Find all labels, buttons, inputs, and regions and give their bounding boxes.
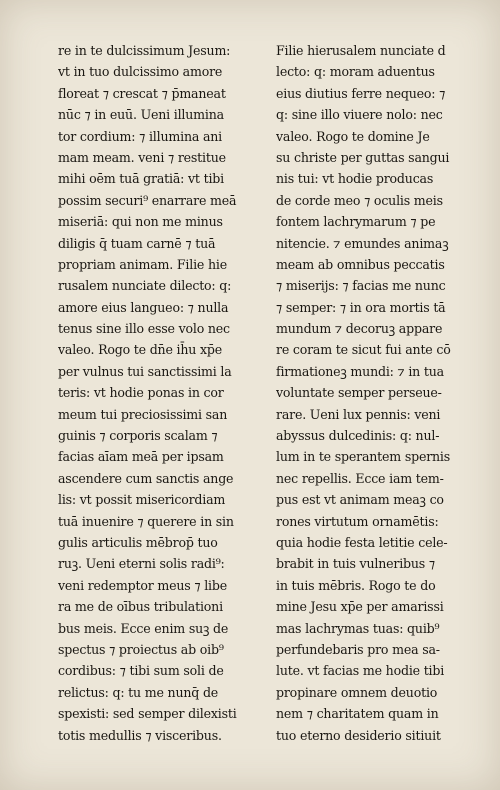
- text-line: brabit in tuis vulneribus ⁊: [276, 556, 435, 572]
- text-line: meam ab omnibus peccatis: [276, 256, 445, 272]
- text-column-right: [276, 40, 488, 746]
- text-line: voluntate semper perseue-: [276, 385, 442, 401]
- text-line: ⁊ miserijs: ⁊ facias me nunc: [276, 278, 446, 294]
- text-line: propriam animam. Filie hie: [58, 256, 227, 272]
- text-line: spectus ⁊ proiectus ab oib⁹: [58, 641, 224, 657]
- text-line: propinare omnem deuotio: [276, 684, 438, 700]
- text-line: ruꝫ. Ueni eterni solis radi⁹:: [58, 556, 225, 572]
- text-line: gulis articulis mēbrop̄ tuo: [58, 534, 218, 550]
- text-line: perfundebaris pro mea sa-: [276, 641, 440, 657]
- text-line: rones virtutum ornamētis:: [276, 513, 439, 529]
- text-line: mihi oēm tuā gratiā: vt tibi: [58, 171, 224, 187]
- text-line: re coram te sicut fui ante cō: [276, 342, 451, 358]
- text-line: mas lachrymas tuas: quib⁹: [276, 620, 440, 636]
- text-line: tuā inuenire ⁊ querere in sin: [58, 513, 234, 529]
- text-line: nis tui: vt hodie producas: [276, 171, 434, 187]
- text-line: su christe per guttas sangui: [276, 149, 450, 165]
- text-line: meum tui preciosissimi san: [58, 406, 228, 422]
- text-line: quia hodie festa letitie cele-: [276, 534, 448, 550]
- text-line: ⁊ semper: ⁊ in ora mortis tā: [276, 299, 446, 315]
- text-line: rare. Ueni lux pennis: veni: [276, 406, 441, 422]
- text-line: de corde meo ⁊ oculis meis: [276, 192, 443, 208]
- text-line: teris: vt hodie ponas in cor: [58, 385, 224, 401]
- text-line: totis medullis ⁊ visceribus.: [58, 727, 222, 743]
- text-line: mundum ⁊ decoruꝫ appare: [276, 321, 443, 337]
- text-line: abyssus dulcedinis: q: nul-: [276, 428, 440, 444]
- text-line: mam meam. veni ⁊ restitue: [58, 149, 226, 165]
- text-line: nec repellis. Ecce iam tem-: [276, 470, 444, 486]
- text-line: bus meis. Ecce enim suꝫ de: [58, 620, 229, 636]
- text-line: lecto: q: moram aduentus: [276, 64, 435, 80]
- text-line: miseriā: qui non me minus: [58, 214, 223, 230]
- text-line: eius diutius ferre nequeo: ⁊: [276, 85, 446, 101]
- text-line: diligis q̄ tuam carnē ⁊ tuā: [58, 235, 216, 251]
- text-line: re in te dulcissimum Jesum:: [58, 43, 231, 58]
- text-line: nūc ⁊ in euū. Ueni illumina: [58, 107, 224, 123]
- text-line: fontem lachrymarum ⁊ pe: [276, 214, 436, 230]
- text-line: facias aīam meā per ipsam: [58, 449, 224, 465]
- text-line: q: sine illo viuere nolo: nec: [276, 107, 443, 123]
- text-line: tor cordium: ⁊ illumina ani: [58, 128, 223, 144]
- text-line: pus est vt animam meaꝫ co: [276, 492, 444, 508]
- text-line: veni redemptor meus ⁊ libe: [58, 577, 227, 593]
- text-line: possim securi⁹ enarrare meā: [58, 192, 237, 208]
- text-line: rusalem nunciate dilecto: q:: [58, 278, 232, 294]
- text-line: floreat ⁊ crescat ⁊ p̄maneat: [58, 85, 226, 101]
- text-line: Filie hierusalem nunciate d: [276, 43, 446, 58]
- text-line: valeo. Rogo te dn̄e ih̄u xp̄e: [58, 342, 222, 358]
- text-line: per vulnus tui sanctissimi la: [58, 363, 232, 379]
- text-column-left: [58, 40, 270, 746]
- text-line: in tuis mēbris. Rogo te do: [276, 577, 436, 593]
- text-line: tuo eterno desiderio sitiuit: [276, 727, 441, 743]
- text-line: guinis ⁊ corporis scalam ⁊: [58, 428, 218, 444]
- text-line: firmationeꝫ mundi: ⁊ in tua: [276, 363, 444, 379]
- text-line: nitencie. ⁊ emundes animaꝫ: [276, 235, 449, 251]
- text-line: amore eius langueo: ⁊ nulla: [58, 299, 229, 315]
- text-line: lum in te sperantem spernis: [276, 449, 451, 465]
- text-line: mine Jesu xp̄e per amarissi: [276, 599, 444, 615]
- text-line: valeo. Rogo te domine Je: [276, 128, 430, 144]
- text-line: vt in tuo dulcissimo amore: [58, 64, 223, 80]
- text-line: cordibus: ⁊ tibi sum soli de: [58, 663, 224, 679]
- text-line: lis: vt possit misericordiam: [58, 492, 226, 508]
- text-line: relictus: q: tu me nunq̄ de: [58, 684, 219, 700]
- text-line: tenus sine illo esse volo nec: [58, 321, 230, 337]
- text-line: spexisti: sed semper dilexisti: [58, 706, 237, 722]
- text-line: ascendere cum sanctis ange: [58, 470, 234, 486]
- text-line: nem ⁊ charitatem quam in: [276, 706, 439, 722]
- text-line: lute. vt facias me hodie tibi: [276, 663, 445, 679]
- text-line: ra me de oībus tribulationi: [58, 599, 223, 615]
